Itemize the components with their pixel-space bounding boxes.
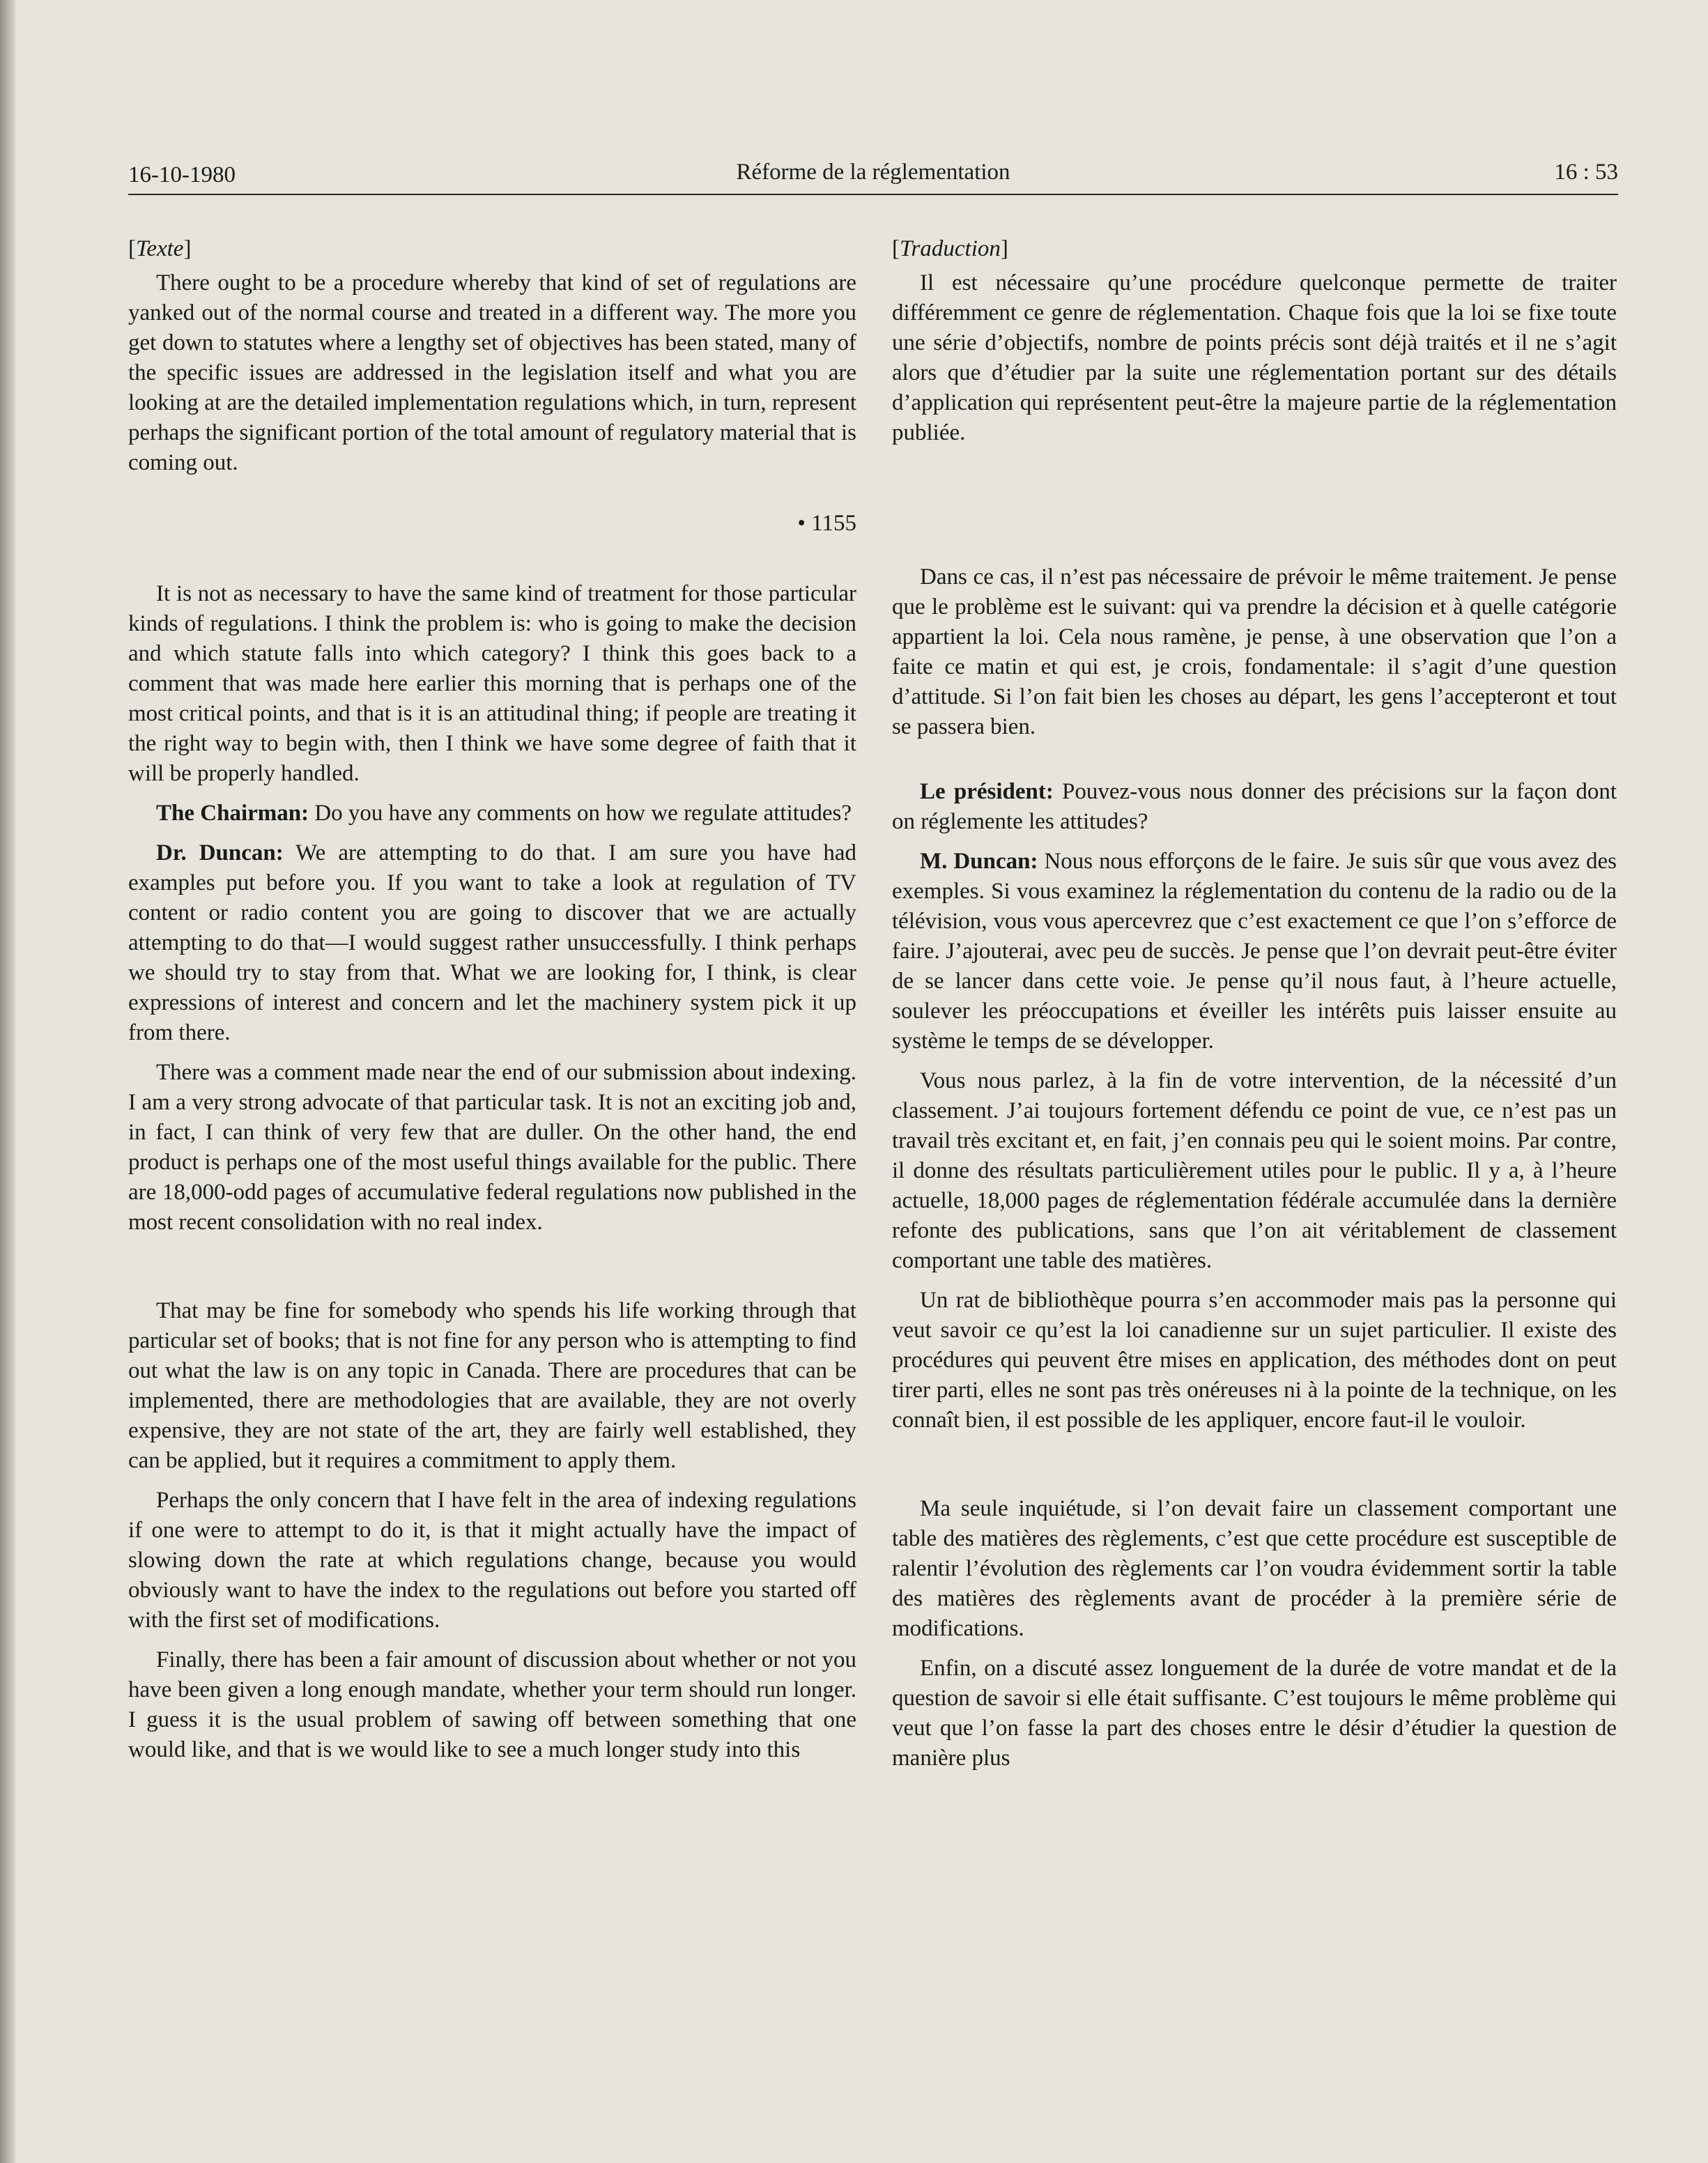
page-header [128,155,1618,195]
paragraph-president: Le président: Pouvez-vous nous donner des précisions sur la façon dont on réglemente les attitudes? [892,779,1617,834]
paragraph-duncan: M. Duncan: Nous nous efforçons de le faire. Je suis sûr que vous avez des exemples. Si vous examinez la réglementation du contenu de la radio ou de la télévision, vous vous apercevrez que c’est exactement ce que l’on s’efforce de faire. J’ajouterai, avec peu de succès. Je pense que l’on devrait peut-être éviter de se lancer dans cette voie. Je pense qu’il nous faut, à l’heure actuelle, soulever les préoccupations et éveiller les intérêts puis laisser ensuite au système le temps de se développer. [892,849,1617,1054]
paragraph-duncan: Dr. Duncan: We are attempting to do that. I am sure you have had examples put before you. If you want to take a look at regulation of TV content or radio content you are going to discover that we are actually attempting to do that—I would suggest rather unsuccessfully. I think perhaps we should try to stay from that. What we are looking for, I think, is clear expressions of interest and concern and let the machinery system pick it up from there. [128,840,856,1045]
paragraph: There ought to be a procedure whereby that kind of set of regulations are yanked out of the normal course and treated in a different way. The more you get down to statutes where a lengthy set of objectives has been stated, many of the specific issues are addressed in the legislation itself and what you are looking at are the detailed implementation regulations which, in turn, represent perhaps the significant portion of the total amount of regulatory material that is coming out. [128,270,856,475]
paragraph: Perhaps the only concern that I have felt in the area of indexing regulations if one were to attempt to do it, is that it might actually have the impact of slowing down the rate at which regulations change, because you would obviously want to have the index to the regulations out before you started off with the first set of modifications. [128,1488,856,1633]
column-label-texte: [Texte] [128,236,192,261]
header-title: Réforme de la réglementation [736,160,1010,185]
english-column [128,234,856,1775]
header-page-number: 16 : 53 [1554,160,1618,185]
page-edge-shadow [0,0,15,2163]
paragraph: That may be fine for somebody who spends his life working through that particular set of books; that is not fine for any person who is attempting to find out what the law is on any topic in Canada. There are procedures that can be implemented, there are methodologies that are available, they are not overly expensive, they are not state of the art, they are fairly well established, they can be applied, but it requires a commitment to apply them. [128,1298,856,1473]
french-column [892,234,1617,1783]
paragraph: Dans ce cas, il n’est pas nécessaire de prévoir le même traitement. Je pense que le problème est le suivant: qui va prendre la décision et à quelle catégorie appartient la loi. Cela nous ramène, je pense, à une observation que l’on a faite ce matin et qui est, je crois, fondamentale: il s’agit d’une question d’attitude. Si l’on fait bien les choses au départ, les gens l’accepteront et tout se passera bien. [892,564,1617,739]
header-date: 16-10-1980 [128,162,236,187]
paragraph: It is not as necessary to have the same kind of treatment for those particular kinds of regulations. I think the problem is: who is going to make the decision and which statute falls into which category? I think this goes back to a comment that was made here earlier this morning that is perhaps one of the most critical points, and that is it is an attitudinal thing; if people are treating it the right way to begin with, then I think we have some degree of faith that it will be properly handled. [128,581,856,786]
paragraph: Enfin, on a discuté assez longuement de la durée de votre mandat et de la question de savoir si elle était suffisante. C’est toujours le même problème qui veut que l’on fasse la part des choses entre le désir d’étudier la question de manière plus [892,1656,1617,1771]
speaker-name: Dr. Duncan: [156,840,284,865]
time-marker: • 1155 [797,511,856,536]
paragraph: Vous nous parlez, à la fin de votre intervention, de la nécessité d’un classement. J’ai toujours fortement défendu ce point de vue, ce n’est pas un travail très excitant et, en fait, j’en connais peu qui le soient moins. Par contre, il donne des résultats particulièrement utiles pour le public. Il y a, à l’heure actuelle, 18,000 pages de réglementation fédérale accumulée dans la dernière refonte des publications, sans que l’on ait véritablement de classement comportant une table des matières. [892,1068,1617,1273]
paragraph: Il est nécessaire qu’une procédure quelconque permette de traiter différemment ce genre de réglementation. Chaque fois que la loi se fixe toute une série d’objectifs, nombre de points précis sont déjà traités et il ne s’agit alors que d’étudier par la suite une réglementation portant sur des détails d’application qui représentent peut-être la majeure partie de la réglementation publiée. [892,270,1617,445]
speaker-name: Le président: [920,779,1054,804]
column-label-traduction: [Traduction] [892,236,1008,261]
paragraph: Ma seule inquiétude, si l’on devait faire un classement comportant une table des matières des règlements, c’est que cette procédure est susceptible de ralentir l’évolution des règlements car l’on voudra évidemment sortir la table des matières des règlements avant de procéder à la première série de modifications. [892,1496,1617,1641]
speaker-name: The Chairman: [156,801,309,826]
paragraph: Finally, there has been a fair amount of discussion about whether or not you have been given a long enough mandate, whether your term should run longer. I guess it is the usual problem of sawing off between something that one would like, and that is we would like to see a much longer study into this [128,1647,856,1762]
paragraph: There was a comment made near the end of our submission about indexing. I am a very strong advocate of that particular task. It is not an exciting job and, in fact, I can think of very few that are duller. On the other hand, the end product is perhaps one of the most useful things available for the public. There are 18,000-odd pages of accumulative federal regulations now published in the most recent consolidation with no real index. [128,1060,856,1235]
paragraph: Un rat de bibliothèque pourra s’en accommoder mais pas la personne qui veut savoir ce qu’est la loi canadienne sur un sujet particulier. Il existe des procédures qui peuvent être mises en application, des méthodes dont on peut tirer parti, elles ne sont pas très onéreuses ni à la pointe de la technique, on les connaît bien, il est possible de les appliquer, encore faut-il le vouloir. [892,1288,1617,1433]
paragraph-chairman: The Chairman: Do you have any comments on how we regulate attitudes? [156,801,852,826]
speaker-name: M. Duncan: [920,849,1038,874]
